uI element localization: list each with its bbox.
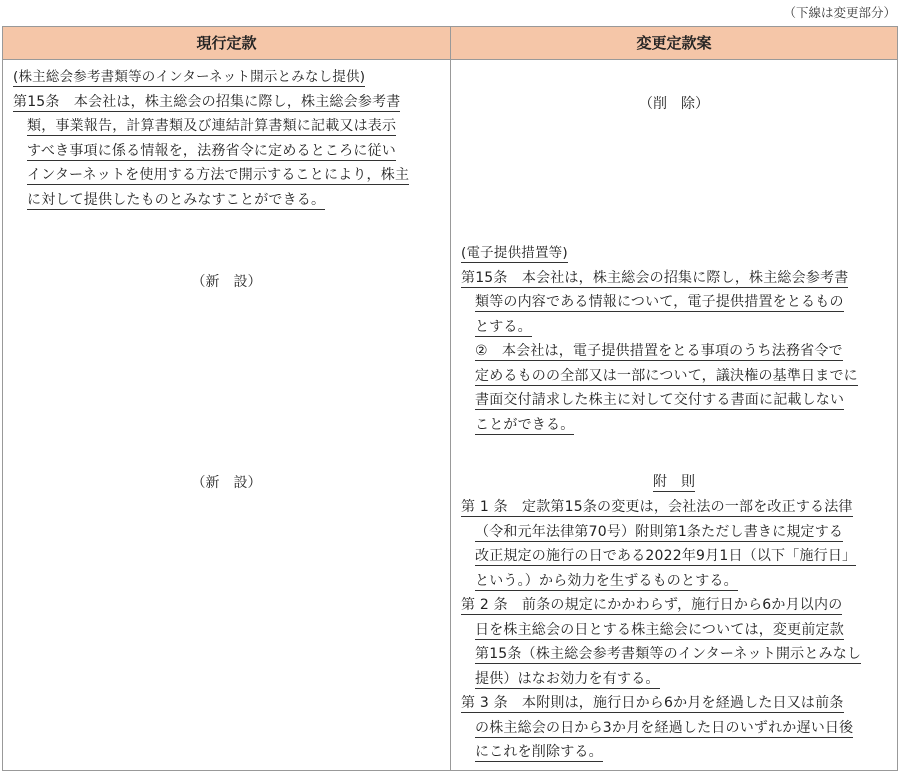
- proposed-article-line: ことができる。: [475, 416, 575, 433]
- header-current: 現行定款: [196, 34, 257, 52]
- supplement-line: （令和元年法律第70号）附則第1条ただし書きに規定する: [475, 523, 844, 540]
- supplement-line: 改正規定の施行の日である2022年9月1日（以下「施行日」: [475, 548, 857, 564]
- proposed-article-line: 書面交付請求した株主に対して交付する書面に記載しない: [475, 392, 845, 408]
- deleted-label: （削 除）: [639, 96, 709, 112]
- proposed-article-line: 類等の内容である情報について，電子提供措置をとるもの: [475, 294, 844, 310]
- supplement-line: 提供）はなお効力を有する。: [475, 670, 660, 687]
- current-article-line: 類，事業報告，計算書類及び連結計算書類に記載又は表示: [27, 118, 397, 134]
- column-divider: [450, 27, 451, 770]
- supplement-line: にこれを削除する。: [475, 744, 603, 760]
- supplement-line: 第15条（株主総会参考書類等のインターネット開示とみなし: [475, 646, 862, 662]
- supplementary-provisions: [461, 495, 861, 765]
- change-note: （下線は変更部分）: [783, 5, 896, 20]
- new-label-2: （新 設）: [191, 475, 262, 491]
- current-article-line: インターネットを使用する方法で開示することにより，株主: [27, 167, 410, 183]
- supplement-line: 第 2 条 前条の規定にかかわらず，施行日から6か月以内の: [461, 597, 843, 613]
- proposed-article-line: 第15条 本会社は，株主総会の招集に際し，株主総会参考書: [461, 269, 849, 286]
- current-article-line: すべき事項に係る情報を，法務省令に定めるところに従い: [27, 142, 396, 159]
- current-article-15: [13, 65, 409, 212]
- supplement-line: という。）から効力を生ずるものとする。: [475, 572, 738, 589]
- supplement-title-text: 附 則: [653, 474, 695, 490]
- comparison-table: [2, 26, 898, 771]
- supplement-line: 第 1 条 定款第15条の変更は，会社法の一部を改正する法律: [461, 499, 853, 515]
- supplement-title: [451, 471, 897, 491]
- new-label-1: （新 設）: [191, 274, 262, 290]
- supplement-line: 日を株主総会の日とする株主総会については，変更前定款: [475, 621, 844, 638]
- current-article-title: (株主総会参考書類等のインターネット開示とみなし提供): [13, 69, 366, 85]
- proposed-article-15: [461, 241, 858, 437]
- current-article-line: 第15条 本会社は，株主総会の招集に際し，株主総会参考書: [13, 93, 401, 110]
- proposed-article-title: (電子提供措置等): [461, 245, 568, 261]
- proposed-article-line: ② 本会社は，電子提供措置をとる事項のうち法務省令で: [475, 343, 843, 359]
- current-article-line: に対して提供したものとみなすことができる。: [27, 191, 326, 208]
- proposed-article-line: 定めるものの全部又は一部について，議決権の基準日までに: [475, 367, 858, 384]
- supplement-line: 第 3 条 本附則は，施行日から6か月を経過した日又は前条: [461, 695, 844, 711]
- header-proposed: 変更定款案: [636, 34, 712, 52]
- proposed-article-line: とする。: [475, 318, 532, 335]
- supplement-line: の株主総会の日から3か月を経過した日のいずれか遅い日後: [475, 719, 854, 736]
